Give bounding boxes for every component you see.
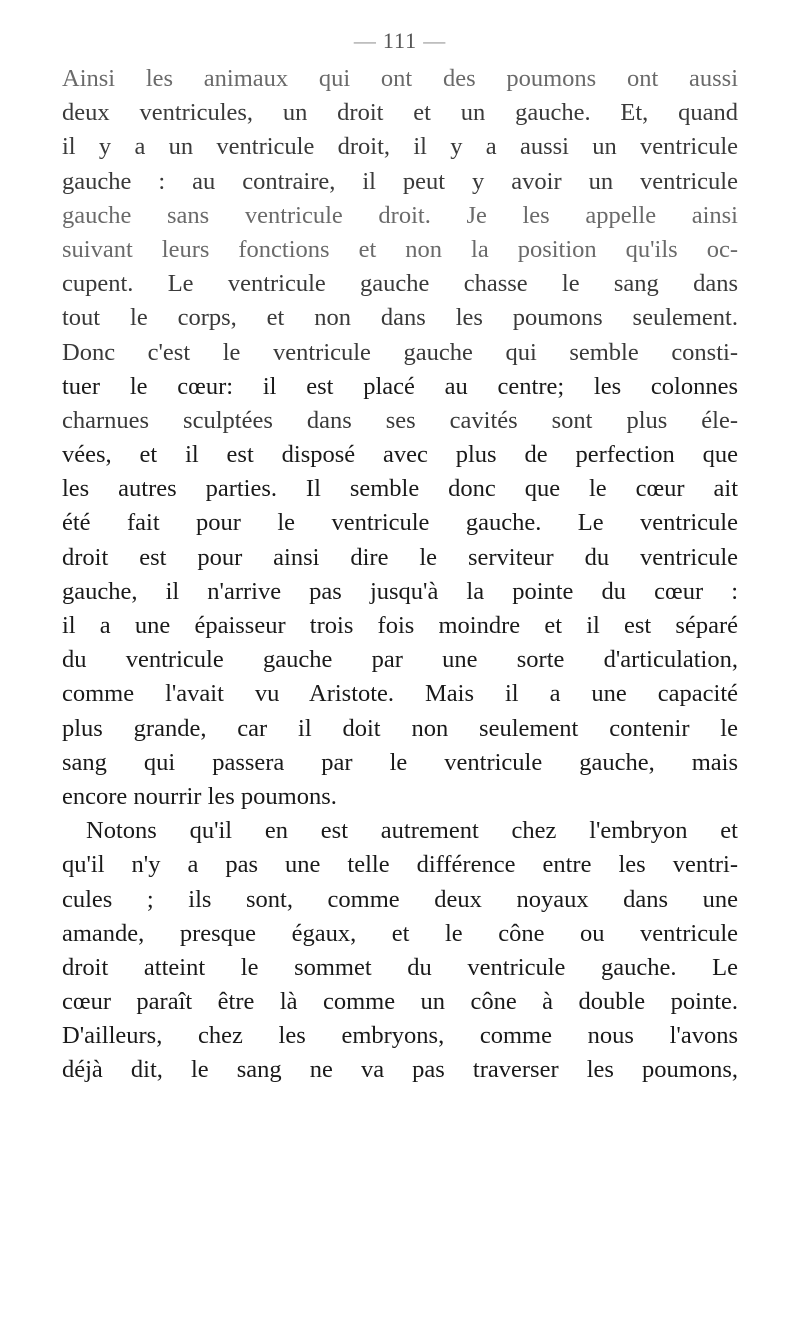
text-line: comme l'avait vu Aristote. Mais il a une capacité (62, 680, 738, 708)
text-line: les autres parties. Il semble donc que le cœur ait (62, 475, 738, 503)
text-line: droit atteint le sommet du ventricule gauche. Le (62, 953, 738, 981)
text-line: charnues sculptées dans ses cavités sont plus éle- (62, 406, 738, 434)
text-line: suivant leurs fonctions et non la position qu'ils oc- (62, 235, 738, 263)
text-line: gauche : au contraire, il peut y avoir un ventricule (62, 167, 738, 195)
text-line: tuer le cœur: il est placé au centre; les colonnes (62, 372, 738, 400)
text-line: Notons qu'il en est autrement chez l'embryon et (86, 817, 738, 845)
text-line: cupent. Le ventricule gauche chasse le sang dans (62, 270, 738, 298)
text-line: il a une épaisseur trois fois moindre et il est séparé (62, 612, 738, 639)
text-line: encore nourrir les poumons. (62, 782, 337, 810)
text-line: déjà dit, le sang ne va pas traverser les poumons, (62, 1056, 738, 1084)
page-number: 111 (382, 28, 418, 53)
text-line: plus grande, car il doit non seulement contenir le (62, 714, 738, 742)
text-line: D'ailleurs, chez les embryons, comme nous l'avons (62, 1022, 738, 1050)
text-line: du ventricule gauche par une sorte d'articulation, (62, 646, 738, 674)
text-line: cœur paraît être là comme un cône à double pointe. (62, 988, 738, 1016)
text-line: Ainsi les animaux qui ont des poumons ont aussi (62, 65, 738, 92)
text-line: gauche sans ventricule droit. Je les appelle ainsi (62, 201, 738, 229)
text-line: gauche, il n'arrive pas jusqu'à la pointe du cœur : (62, 577, 738, 605)
text-line: sang qui passera par le ventricule gauche, mais (62, 748, 738, 776)
text-line: été fait pour le ventricule gauche. Le ventricule (62, 509, 738, 537)
text-line: droit est pour ainsi dire le serviteur du ventricule (62, 543, 738, 571)
page-header (0, 28, 800, 54)
text-line: deux ventricules, un droit et un gauche. Et, quand (62, 99, 738, 127)
text-line: tout le corps, et non dans les poumons seulement. (62, 304, 738, 332)
text-line: Donc c'est le ventricule gauche qui semble consti- (62, 338, 738, 366)
body-text (62, 62, 738, 1088)
text-line: cules ; ils sont, comme deux noyaux dans une (62, 885, 738, 913)
text-line: qu'il n'y a pas une telle différence entre les ventri- (62, 851, 738, 879)
header-dash-right: — (423, 28, 447, 53)
text-line: vées, et il est disposé avec plus de perfection que (62, 441, 738, 469)
header-dash-left: — (353, 28, 377, 53)
text-line: amande, presque égaux, et le cône ou ventricule (62, 919, 738, 947)
text-line: il y a un ventricule droit, il y a aussi un ventricule (62, 133, 738, 161)
